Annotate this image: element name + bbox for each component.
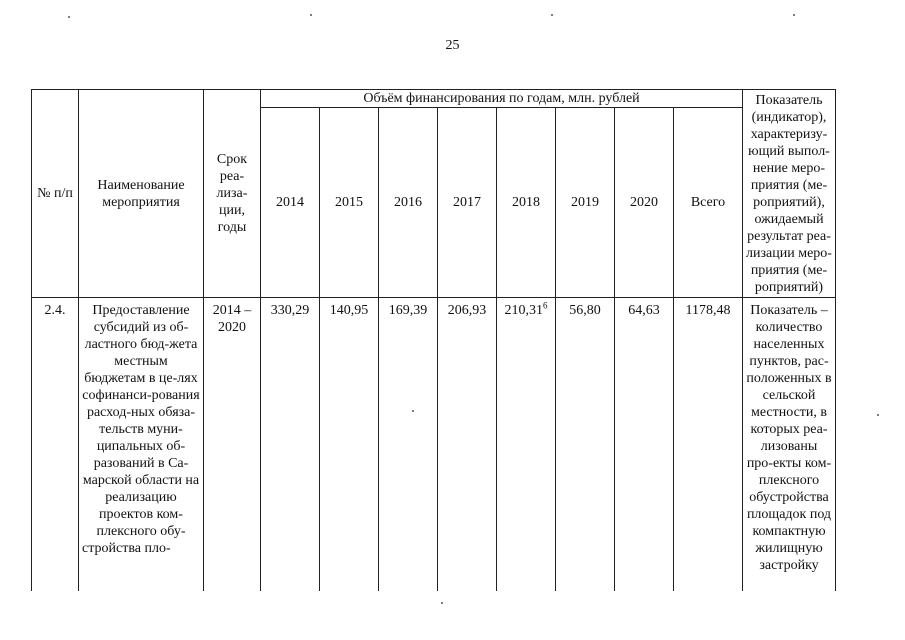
header-num: № п/п <box>32 90 79 298</box>
header-name: Наименование мероприятия <box>79 90 204 298</box>
value-2019: 56,80 <box>556 298 615 592</box>
header-financing: Объём финансирования по годам, млн. рублей <box>261 90 743 108</box>
row-indicator: Показатель – количество населенных пунктов, рас-положенных в сельской местности, в которых реа-лизованы про-екты ком-плексного обустройства площадок под компактную жилищную застройку <box>743 298 836 592</box>
value-2018: 210,31 <box>504 303 543 318</box>
scan-speck <box>310 14 312 16</box>
header-year-2016: 2016 <box>379 108 438 298</box>
scan-speck <box>793 14 795 16</box>
scan-speck <box>68 16 70 18</box>
scan-speck <box>551 14 553 16</box>
header-year-2017: 2017 <box>438 108 497 298</box>
footnote-mark: 6 <box>543 300 548 311</box>
row-name: Предоставление субсидий из об-ластного бюд-жета местным бюджетам в це-лях софинанси-рования расход-ных обяза-тельств муни-ципальных об-разований в Са-марской области на реализацию проектов ком-плексного обу-стройства пло- <box>79 298 204 592</box>
value-2018-cell <box>497 298 556 592</box>
page-number: 25 <box>445 38 460 53</box>
header-year-2015: 2015 <box>320 108 379 298</box>
row-period: 2014 – 2020 <box>204 298 261 592</box>
value-2016: 169,39 <box>379 298 438 592</box>
header-period: Срок реа-лиза-ции, годы <box>204 90 261 298</box>
header-year-2019: 2019 <box>556 108 615 298</box>
header-year-2014: 2014 <box>261 108 320 298</box>
value-2020: 64,63 <box>615 298 674 592</box>
scan-speck <box>877 414 879 416</box>
value-2014: 330,29 <box>261 298 320 592</box>
header-indicator: Показатель (индикатор), характеризу-ющий выпол-нение меро-приятия (ме-роприятий), ожидаемый результат реа-лизации меро-приятия (ме-роприятий) <box>743 90 836 298</box>
header-year-2018: 2018 <box>497 108 556 298</box>
value-2017: 206,93 <box>438 298 497 592</box>
financing-table <box>31 89 836 591</box>
row-num: 2.4. <box>32 298 79 592</box>
scan-speck <box>441 602 443 604</box>
value-total: 1178,48 <box>674 298 743 592</box>
value-2015: 140,95 <box>320 298 379 592</box>
header-year-2020: 2020 <box>615 108 674 298</box>
header-total: Всего <box>674 108 743 298</box>
